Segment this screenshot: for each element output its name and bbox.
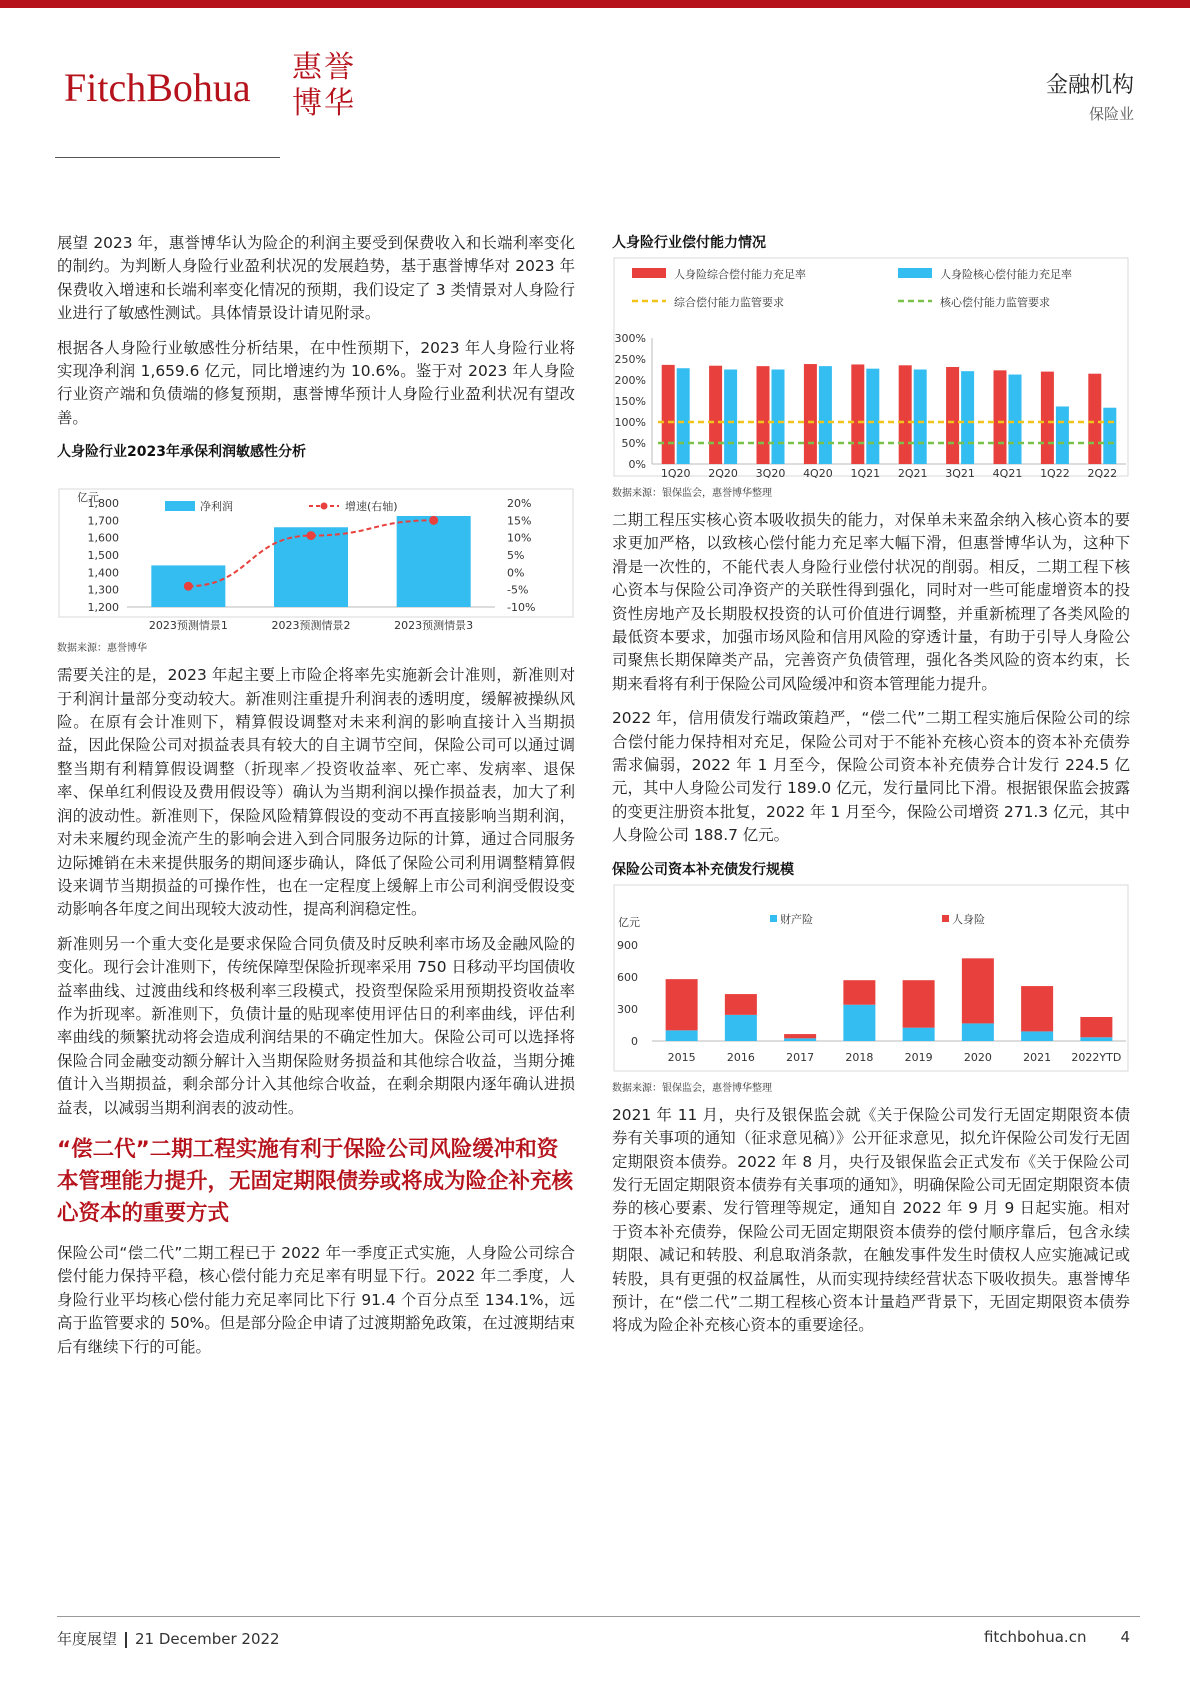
x-tick-label: 3Q20	[755, 467, 786, 478]
section-heading: “偿二代”二期工程实施有利于保险公司风险缓冲和资本管理能力提升，无固定期限债券或将成为险企补充核心资本的重要方式	[57, 1136, 574, 1226]
x-tick-label: 2018	[845, 1050, 874, 1064]
stacked-bar-segment	[1021, 986, 1053, 1031]
legend-label: 人身险综合偿付能力充足率	[674, 268, 806, 281]
bar-core-solvency	[914, 370, 927, 465]
growth-point	[184, 582, 193, 591]
legend-label: 人身险核心偿付能力充足率	[940, 268, 1072, 281]
sensitivity-chart	[57, 465, 575, 633]
sector-label	[1046, 68, 1134, 124]
y2-tick-label: 0%	[507, 566, 525, 580]
y2-tick-label: -10%	[507, 601, 536, 615]
bar-core-solvency	[819, 366, 832, 464]
bar-net-profit	[397, 516, 471, 607]
chart-source: 数据来源：银保监会，惠誉博华整理	[612, 488, 772, 499]
y-tick-label: 1,500	[87, 549, 119, 563]
paragraph: 2022 年，信用债发行端政策趋严，“偿二代”二期工程实施后保险公司的综合偿付能力保持相对充足，保险公司对于不能补充核心资本的资本补充债券需求偏弱，2022 年 1 月至今，保险公司资本补充债券合计发行 224.5 亿元，其中人身险公司发行 189.0 亿元，发行量同比下滑。根据银保监会披露的变更注册资本批复，2022 年 1 月至今，保险公司增资 271.3 亿元，其中人身险公司 188.7 亿元。	[612, 709, 1130, 845]
y2-tick-label: 5%	[507, 549, 525, 563]
bar-core-solvency	[866, 369, 879, 464]
bar-total-solvency	[709, 366, 722, 464]
x-tick-label: 2020	[963, 1050, 992, 1064]
legend-swatch-net-profit	[165, 501, 195, 511]
stacked-bar-segment	[1021, 1031, 1053, 1041]
bar-total-solvency	[851, 364, 864, 464]
y2-tick-label: -5%	[507, 583, 529, 597]
paragraph: 展望 2023 年，惠誉博华认为险企的利润主要受到保费收入和长端利率变化的制约。为判断人身险行业盈利状况的发展趋势，基于惠誉博华对 2023 年保费收入增速和长端利率变化情况的预期，我们设定了 3 类情景对人身险行业进行了敏感性测试。具体情景设计请见附录。	[57, 234, 575, 323]
y-tick-label: 1,400	[87, 566, 119, 580]
x-tick-label: 2023预测情景1	[148, 619, 228, 633]
legend-swatch	[942, 915, 949, 922]
figure-solvency	[612, 232, 1130, 499]
footer-divider	[125, 1632, 127, 1648]
figure-sensitivity	[57, 441, 575, 654]
bar-total-solvency	[994, 370, 1007, 464]
x-tick-label: 1Q21	[850, 467, 881, 478]
solvency-chart	[612, 256, 1130, 478]
paragraph: 2021 年 11 月，央行及银保监会就《关于保险公司发行无固定期限资本债券有关事项的通知（征求意见稿）》公开征求意见，拟允许保险公司发行无固定期限资本债券。2022 年 8 月，央行及银保监会正式发布《关于保险公司发行无固定期限资本债券有关事项的通知》，明确保险公司无固定期限资本债券的核心要素、发行管理等规定，通知自 2022 年 9 月 9 日起实施。相对于资本补充债券，保险公司无固定期限资本债券的偿付顺序靠后，包含永续期限、减记和转股、利息取消条款，在触发事件发生时债权人应实施减记或转股，具有更强的权益属性，从而实现持续经营状态下吸收损失。惠誉博华预计，在“偿二代”二期工程核心资本计量趋严背景下，无固定期限资本债券将成为险企补充核心资本的重要途径。	[612, 1105, 1130, 1335]
plot-frame	[614, 885, 1128, 1071]
stacked-bar-segment	[903, 980, 935, 1027]
bar-total-solvency	[946, 367, 959, 464]
footer-left	[57, 1628, 280, 1649]
x-tick-label: 3Q21	[945, 467, 975, 478]
bar-core-solvency	[1056, 406, 1069, 464]
top-accent-bar	[0, 0, 1190, 8]
y-tick-label: 250%	[614, 353, 646, 366]
bar-total-solvency	[1088, 374, 1101, 464]
x-tick-label: 2017	[786, 1050, 815, 1064]
y-tick-label: 1,200	[87, 601, 119, 615]
stacked-bar-segment	[784, 1034, 816, 1038]
x-tick-label: 2019	[904, 1050, 933, 1064]
x-tick-label: 2022YTD	[1071, 1050, 1122, 1064]
stacked-bar-segment	[843, 1004, 875, 1040]
y-tick-label: 100%	[614, 416, 646, 429]
x-tick-label: 1Q20	[660, 467, 691, 478]
left-column	[57, 232, 575, 1370]
bar-core-solvency	[1103, 408, 1116, 464]
y-axis-unit: 亿元	[618, 915, 640, 929]
stacked-bar-segment	[1080, 1037, 1112, 1041]
doc-type: 年度展望	[57, 1630, 118, 1648]
stacked-bar-segment	[903, 1027, 935, 1040]
y-tick-label: 1,700	[87, 514, 119, 528]
y-tick-label: 1,300	[87, 583, 119, 597]
logo-wordmark: FitchBohua	[64, 65, 251, 110]
bar-total-solvency	[757, 366, 770, 464]
legend-label: 核心偿付能力监管要求	[940, 296, 1050, 309]
y2-tick-label: 15%	[507, 514, 532, 528]
y-tick-label: 0%	[628, 458, 646, 471]
paragraph: 新准则另一个重大变化是要求保险合同负债及时反映利率市场及金融风险的变化。现行会计准则下，传统保障型保险折现率采用 750 日移动平均国债收益率曲线、过渡曲线和终极利率三段模式，投资型保险采用预期投资收益率作为折现率。新准则下，负债计量的贴现率使用评估日的利率曲线，评估利率曲线的频繁扰动将会造成利润结果的不确定性加大。保险公司可以选择将保险合同金融变动额分解计入当期保险财务损益和其他综合收益，当期分摊值计入当期损益，剩余部分计入其他综合收益，在剩余期限内逐年确认进损益表，以减弱当期利润表的波动性。	[57, 934, 575, 1117]
issuance-chart	[612, 883, 1130, 1073]
legend-marker-growth	[321, 503, 328, 510]
x-tick-label: 2Q22	[1087, 467, 1118, 478]
y-tick-label: 50%	[621, 437, 646, 450]
x-tick-label: 2016	[726, 1050, 755, 1064]
stacked-bar-segment	[843, 980, 875, 1005]
y-tick-label: 900	[617, 938, 638, 952]
legend-label: 综合偿付能力监管要求	[674, 296, 784, 309]
x-tick-label: 2Q20	[708, 467, 738, 478]
stacked-bar-segment	[962, 958, 994, 1023]
legend-swatch	[898, 268, 932, 278]
bar-core-solvency	[772, 370, 785, 465]
stacked-bar-segment	[666, 1030, 698, 1041]
bar-core-solvency	[677, 368, 690, 464]
x-tick-label: 2021	[1023, 1050, 1052, 1064]
legend-label: 财产险	[780, 912, 813, 926]
bar-core-solvency	[961, 371, 974, 464]
x-tick-label: 1Q22	[1040, 467, 1070, 478]
y-tick-label: 1,800	[87, 497, 119, 511]
x-tick-label: 2Q21	[897, 467, 928, 478]
chart-title: 保险公司资本补充债发行规模	[612, 861, 794, 878]
y-tick-label: 600	[617, 970, 638, 984]
y-tick-label: 150%	[614, 395, 646, 408]
doc-date: 21 December 2022	[135, 1630, 280, 1648]
chart-title: 人身险行业2023年承保利润敏感性分析	[57, 444, 306, 461]
header-rule	[55, 157, 280, 158]
right-column	[612, 232, 1130, 1349]
growth-point	[429, 516, 438, 525]
y-tick-label: 0	[631, 1034, 638, 1048]
bar-total-solvency	[1041, 372, 1054, 464]
legend-label: 增速(右轴)	[345, 500, 398, 514]
stacked-bar-segment	[725, 1015, 757, 1041]
bar-core-solvency	[1009, 375, 1022, 464]
x-tick-label: 4Q21	[992, 467, 1023, 478]
sector-title: 金融机构	[1045, 73, 1134, 98]
bar-total-solvency	[804, 364, 817, 464]
x-tick-label: 2023预测情景2	[271, 619, 351, 633]
y-tick-label: 300	[617, 1002, 638, 1016]
chart-source: 数据来源：惠誉博华	[57, 643, 147, 655]
y2-tick-label: 10%	[507, 531, 532, 545]
legend-swatch	[770, 915, 777, 922]
paragraph: 根据各人身险行业敏感性分析结果，在中性预期下，2023 年人身险行业将实现净利润 1,659.6 亿元，同比增速约为 10.6%。鉴于对 2023 年人身险行业资产端和负债端的修复预期，惠誉博华预计人身险行业盈利状况有望改善。	[57, 338, 575, 427]
bar-core-solvency	[724, 370, 737, 465]
stacked-bar-segment	[725, 994, 757, 1015]
paragraph: 需要关注的是，2023 年起主要上市险企将率先实施新会计准则，新准则对于利润计量部分变动较大。新准则注重提升利润表的透明度，缓解被操纵风险。在原有会计准则下，精算假设调整对未来利润的影响直接计入当期损益，因此保险公司对损益表具有较大的自主调节空间，保险公司可以通过调整当期有利精算假设调整（折现率／投资收益率、死亡率、发病率、退保率、保单红利假设及费用假设等）确认为当期利润以操作损益表，加大了利润的波动性。新准则下，保险风险精算假设的变动不再直接影响当期利润，对未来履约现金流产生的影响会进入到合同服务边际的计算，通过合同服务边际摊销在未来提供服务的期间逐步确认，降低了保险公司利用调整精算假设来调节当期损益的可操作性，也在一定程度上缓解上市公司利润受假设变动影响各年度之间出现较大波动性，提高利润稳定性。	[57, 666, 575, 919]
stacked-bar-segment	[1080, 1017, 1112, 1037]
x-tick-label: 2023预测情景3	[394, 619, 474, 633]
site-link[interactable]: fitchbohua.cn	[983, 1628, 1087, 1646]
footer-right	[950, 1628, 1130, 1646]
footer-rule	[57, 1616, 1140, 1617]
legend-label: 人身险	[952, 912, 985, 926]
legend-label: 净利润	[200, 500, 233, 514]
x-tick-label: 2015	[667, 1050, 696, 1064]
y-tick-label: 300%	[614, 332, 646, 345]
chart-title: 人身险行业偿付能力情况	[612, 235, 766, 251]
y-axis-unit: 亿元	[77, 491, 99, 505]
paragraph: 保险公司“偿二代”二期工程已于 2022 年一季度正式实施，人身险公司综合偿付能力保持平稳，核心偿付能力充足率有明显下行。2022 年二季度，人身险行业平均核心偿付能力充足率同比下行 91.4 个百分点至 134.1%，远高于监管要求的 50%。但是部分险企申请了过渡期豁免政策，在过渡期结束后有继续下行的可能。	[57, 1243, 575, 1356]
stacked-bar-segment	[962, 1023, 994, 1041]
legend-swatch	[632, 268, 666, 278]
bar-total-solvency	[899, 365, 912, 464]
y-tick-label: 200%	[614, 374, 646, 387]
stacked-bar-segment	[666, 979, 698, 1030]
stacked-bar-segment	[784, 1038, 816, 1041]
growth-point	[307, 531, 316, 540]
page-number: 4	[1120, 1628, 1130, 1646]
x-tick-label: 4Q20	[803, 467, 833, 478]
figure-issuance	[612, 859, 1130, 1094]
sector-subtitle: 保险业	[1088, 105, 1134, 123]
y2-tick-label: 20%	[507, 497, 532, 511]
logo-chinese-mark: 惠誉博华	[292, 50, 356, 121]
paragraph: 二期工程压实核心资本吸收损失的能力，对保单未来盈余纳入核心资本的要求更加严格，以致核心偿付能力充足率大幅下滑，但惠誉博华认为，这种下滑是一次性的，不能代表人身险行业偿付状况的削弱。相反，二期工程下核心资本与保险公司净资产的关联性得到强化，同时对一些可能虚增资本的投资性房地产及长期股权投资的认可价值进行调整，并重新梳理了各类风险的最低资本要求，加强市场风险和信用风险的穿透计量，有助于引导人身险公司聚焦长期保障类产品，完善资产负债管理，强化各类风险的资本约束，长期来看将有利于保险公司风险缓冲和资本管理能力提升。	[612, 511, 1130, 693]
chart-source: 数据来源：银保监会，惠誉博华整理	[612, 1082, 772, 1094]
y-tick-label: 1,600	[87, 531, 119, 545]
bar-total-solvency	[662, 365, 675, 464]
